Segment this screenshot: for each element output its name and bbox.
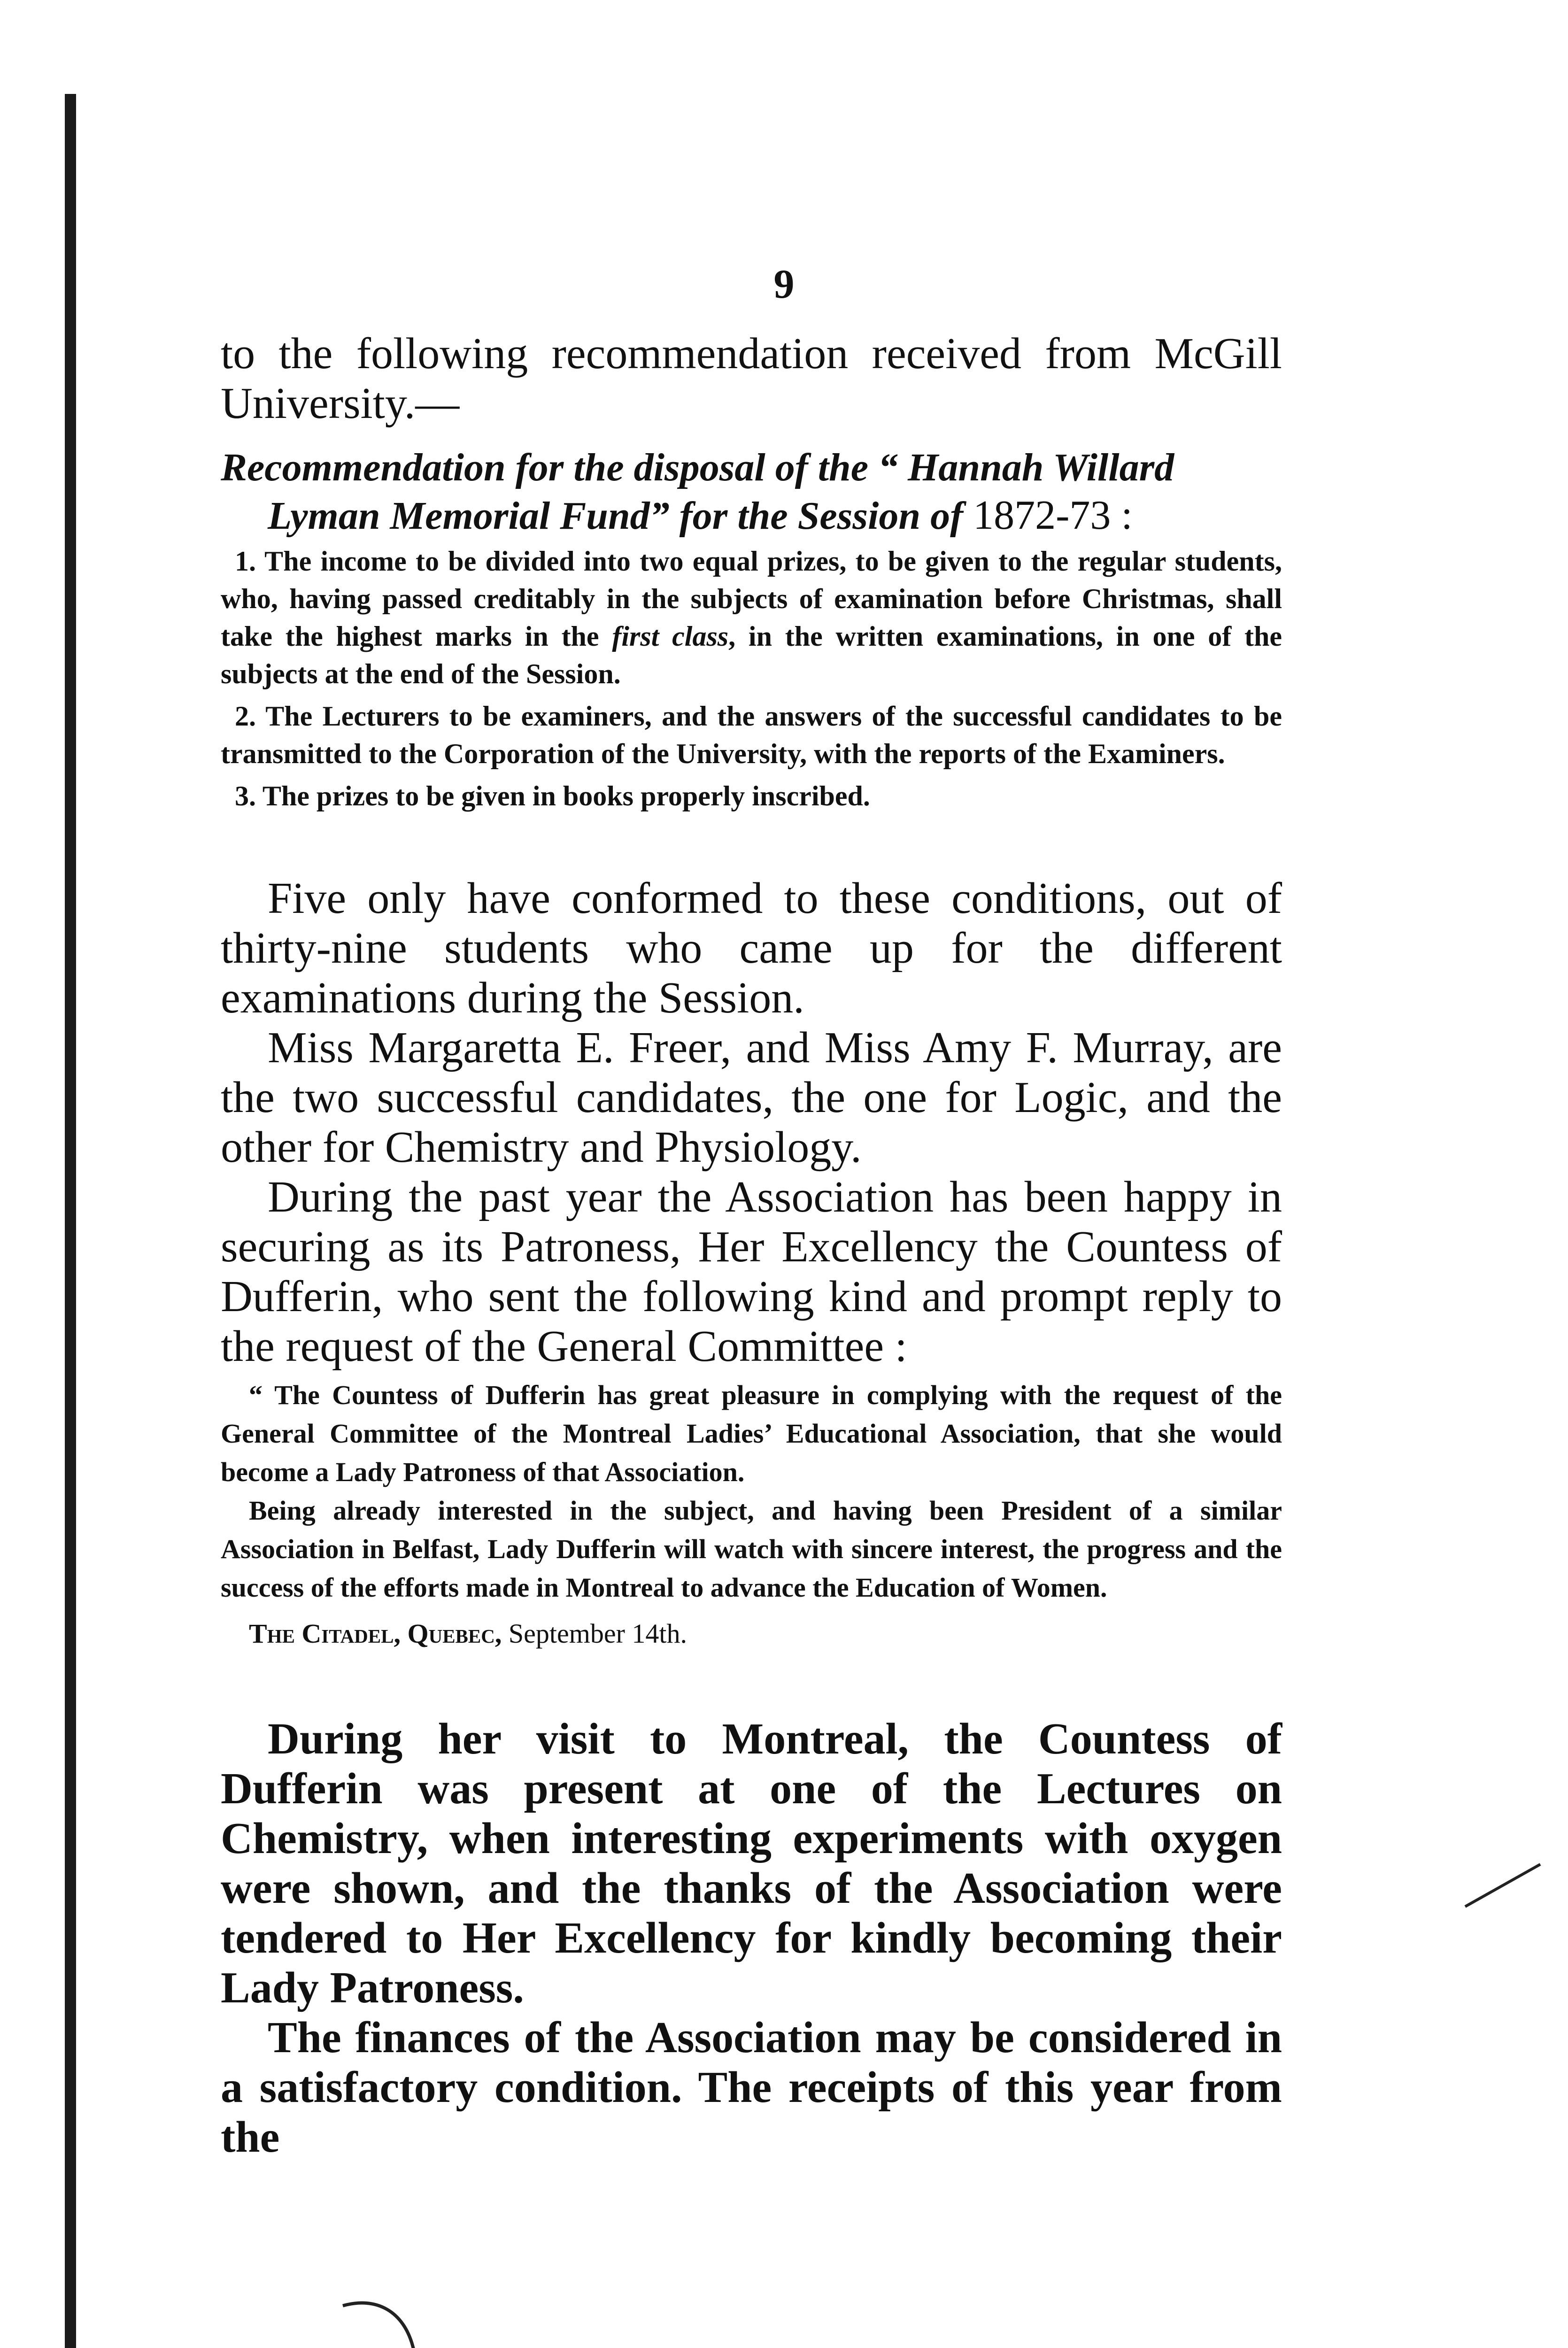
binding-edge-shadow [65, 94, 76, 2348]
paragraph-visit: During her visit to Montreal, the Countess of Dufferin was present at one of the Lectures on Chemistry, when interesting experiments with oxygen were shown, and the thanks of the Association were tendered to Her Excellency for kindly becoming their Lady Patroness. [221, 1715, 1282, 2012]
paragraph-patroness: During the past year the Association has been happy in securing as its Patroness, Her Excellency the Countess of Dufferin, who sent the following kind and prompt reply to the request of the General Committee : [221, 1173, 1282, 1371]
dufferin-letter [221, 1376, 1282, 1653]
paragraph-conformed: Five only have conformed to these conditions, out of thirty-nine students who came up for the different examinations during the Session. [221, 874, 1282, 1022]
recommendation-year: 1872-73 : [973, 493, 1133, 538]
recommendation-list [221, 542, 1282, 815]
body-paragraphs-top [221, 873, 1282, 1371]
intro-paragraph [221, 329, 1282, 428]
intro-line: to the following recommendation received from McGill University.— [221, 329, 1282, 428]
letter-signoff-date: September 14th. [508, 1618, 687, 1649]
page-number: 9 [773, 262, 795, 307]
recommendation-item-3: 3. The prizes to be given in books properly inscribed. [235, 780, 870, 811]
margin-stroke-mark [1460, 1860, 1545, 1916]
letter-paragraph-2: Being already interested in the subject, and having been President of a similar Association in Belfast, Lady Dufferin will watch with sincere interest, the progress and the success of the efforts made in Montreal to advance the Education of Women. [221, 1495, 1282, 1603]
letter-paragraph-1: “ The Countess of Dufferin has great pleasure in complying with the request of the General Committee of the Montreal Ladies’ Educational Association, that she would become a Lady Patroness of that Association. [221, 1380, 1282, 1487]
recommendation-item-2: 2. The Lecturers to be examiners, and the answers of the successful candidates to be transmitted to the Corporation of the University, with the reports of the Examiners. [221, 701, 1282, 769]
pencil-stroke-mark [338, 2292, 441, 2348]
paragraph-finances: The finances of the Association may be considered in a satisfactory condition. The receipts of this year from the [221, 2013, 1282, 2162]
body-paragraphs-bottom [221, 1714, 1282, 2162]
paragraph-winners: Miss Margaretta E. Freer, and Miss Amy F. Murray, are the two successful candidates, the one for Logic, and the other for Chemistry and Physiology. [221, 1023, 1282, 1172]
recommendation-heading-text: Recommendation for the disposal of the “ Hannah Willard Lyman Memorial Fund” for the Session of [221, 446, 1174, 538]
letter-signoff-place: The Citadel, Quebec, [249, 1618, 502, 1649]
letter-signoff [221, 1614, 1282, 1653]
recommendation-item-1: 1. The income to be divided into two equal prizes, to be given to the regular students, who, having passed creditably in the subjects of examination before Christmas, shall take the highest marks in the first class, in the written examinations, in one of the subjects at the end of the Session. [221, 546, 1282, 689]
recommendation-heading [221, 444, 1282, 540]
